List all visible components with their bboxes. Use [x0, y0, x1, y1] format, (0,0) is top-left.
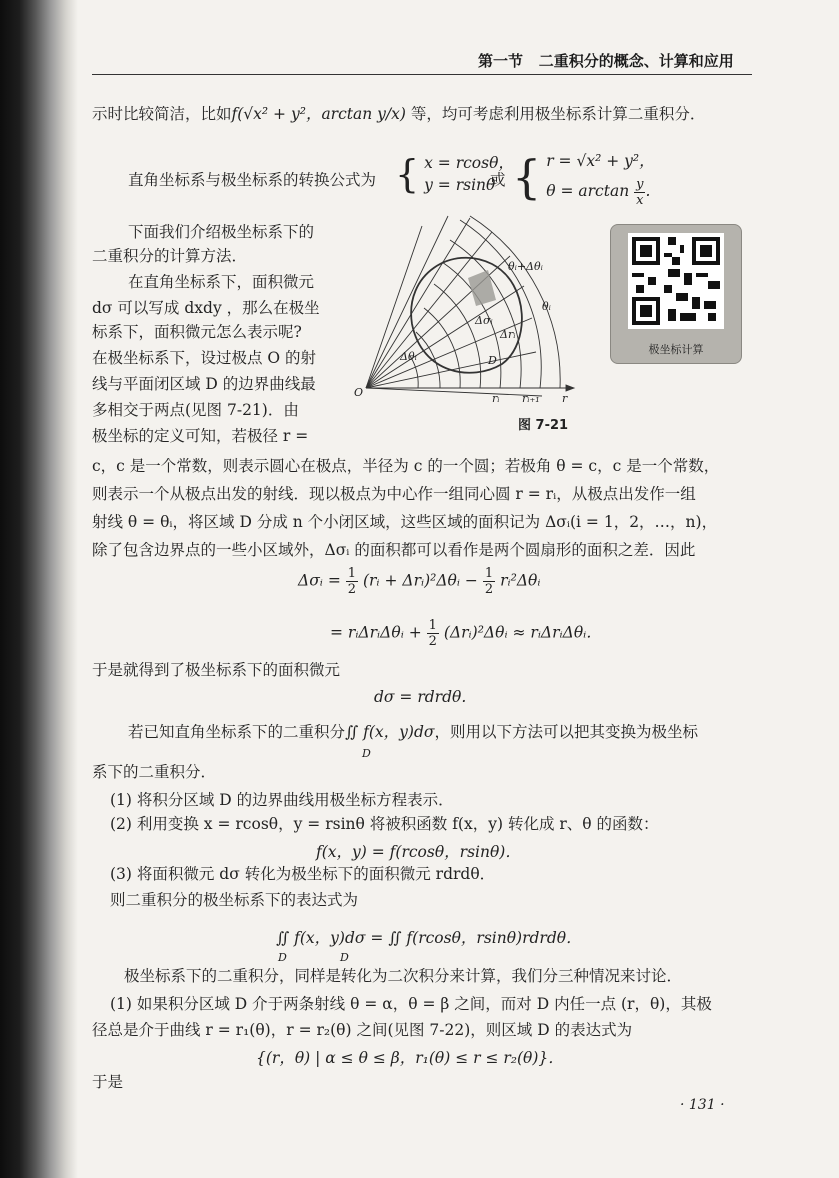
text-line-1: 示时比较简洁，比如f(√x² + y²，arctan y/x) 等，均可考虑利用极坐标系计算二重积分．: [92, 105, 706, 123]
integral-domain-3: D: [340, 951, 349, 964]
header-title: 二重积分的概念、计算和应用: [538, 52, 734, 70]
running-header: [478, 50, 734, 71]
qr-card[interactable]: [610, 224, 742, 364]
step-2: (2) 利用变换 x = rcosθ，y = rsinθ 将被积函数 f(x，y) 转化成 r、θ 的函数：: [110, 815, 659, 833]
header-section: 第一节: [478, 52, 524, 70]
svg-text:O: O: [354, 386, 364, 399]
svg-text:Δσᵢ: Δσᵢ: [475, 314, 493, 327]
svg-text:Δθᵢ: Δθᵢ: [400, 350, 417, 363]
text-p8: 多相交于两点(见图 7-21)．由: [92, 401, 299, 419]
inline-formula: f(√x² + y²，arctan y/x): [231, 105, 406, 123]
text-p13: 除了包含边界点的一些小区域外，Δσᵢ 的面积都可以看作是两个圆扇形的面积之差．因此: [92, 541, 696, 559]
area-element: [468, 270, 496, 306]
equation-5: ∬ f(x，y)dσ = ∬ f(rcosθ，rsinθ)rdrdθ．: [276, 929, 582, 947]
conversion-system-1: { x = rcosθ， y = rsinθ: [395, 152, 514, 196]
svg-text:Δrᵢ: Δrᵢ: [500, 328, 516, 341]
region-D-boundary: [411, 258, 522, 373]
text-p18: 极坐标系下的二重积分，同样是转化为二次积分来计算，我们分三种情况来讨论．: [124, 967, 683, 985]
text-p19: 于是: [92, 1073, 124, 1091]
equation-4: f(x，y) = f(rcosθ，rsinθ)．: [316, 843, 521, 861]
integral-domain: D: [362, 747, 371, 760]
svg-text:D: D: [488, 354, 497, 367]
conversion-intro: 直角坐标系与极坐标系的转换公式为: [128, 171, 377, 189]
text-p1: 下面我们介绍极坐标系下的: [128, 223, 315, 241]
step-1: (1) 将积分区域 D 的边界曲线用极坐标方程表示．: [110, 791, 454, 809]
conversion-or: 或: [490, 171, 506, 189]
svg-text:r: r: [562, 392, 568, 405]
text-p14: 于是就得到了极坐标系下的面积微元: [92, 661, 341, 679]
qr-code-icon[interactable]: [628, 233, 724, 329]
svg-text:θᵢ+Δθᵢ: θᵢ+Δθᵢ: [508, 260, 543, 273]
text-p12: 射线 θ = θᵢ，将区域 D 分成 n 个小闭区域，这些区域的面积记为 Δσᵢ(i = 1，2，…，n)，: [92, 513, 718, 531]
text-p2: 二重积分的计算方法．: [92, 247, 248, 265]
case-1-line-2: 径总是介于曲线 r = r₁(θ)，r = r₂(θ) 之间(见图 7-22)，则区域 D 的表达式为: [92, 1021, 633, 1039]
text-p6: 在极坐标系下，设过极点 O 的射: [92, 349, 317, 367]
svg-text:rᵢ: rᵢ: [492, 392, 500, 405]
text-p16: 系下的二重积分．: [92, 763, 217, 781]
text-p17: 则二重积分的极坐标系下的表达式为: [110, 891, 359, 909]
text-p4: dσ 可以写成 dxdy ，那么在极坐: [92, 299, 320, 317]
text-p10: c，c 是一个常数，则表示圆心在极点，半径为 c 的一个圆；若极角 θ = c，c 是一个常数，: [92, 457, 720, 475]
qr-caption: 极坐标计算: [648, 343, 704, 356]
text-p7: 线与平面闭区域 D 的边界曲线最: [92, 375, 316, 393]
case-1-line-1: (1) 如果积分区域 D 介于两条射线 θ = α，θ = β 之间，而对 D 内任一点 (r，θ)，其极: [110, 995, 712, 1013]
svg-text:θᵢ: θᵢ: [542, 300, 551, 313]
step-3: (3) 将面积微元 dσ 转化为极坐标下的面积微元 rdrdθ．: [110, 865, 496, 883]
equation-2: = rᵢΔrᵢΔθᵢ + $\frac{1}{2}$ (Δrᵢ)²Δθᵢ ≈ rᵢΔrᵢΔθᵢ．: [330, 618, 602, 649]
figure-caption: 图 7-21: [518, 418, 569, 433]
polar-grid-figure: [352, 214, 592, 414]
text-p5: 标系下，面积微元怎么表示呢?: [92, 323, 302, 341]
text-p15: 若已知直角坐标系下的二重积分∬ f(x，y)dσ，则用以下方法可以把其变换为极坐标: [128, 723, 698, 741]
integral-domain-2: D: [278, 951, 287, 964]
conversion-system-2: { r = √x² + y²， θ = arctan $\frac{y}{x}$ .: [512, 149, 655, 208]
text-p9: 极坐标的定义可知，若极径 r =: [92, 427, 309, 445]
page-number: · 131 ·: [680, 1097, 725, 1113]
equation-3: dσ = rdrdθ.: [374, 688, 467, 706]
equation-1: Δσᵢ = $\frac{1}{2}$ (rᵢ + Δrᵢ)²Δθᵢ − $\frac{1}{2}$ rᵢ²Δθᵢ: [298, 566, 541, 597]
header-rule: [92, 74, 752, 75]
svg-text:rᵢ₊₁: rᵢ₊₁: [522, 392, 540, 405]
text-p3: 在直角坐标系下，面积微元: [128, 273, 315, 291]
text-p11: 则表示一个从极点出发的射线．现以极点为中心作一组同心圆 r = rᵢ，从极点出发作一组: [92, 485, 696, 503]
equation-6: {(r，θ) | α ≤ θ ≤ β，r₁(θ) ≤ r ≤ r₂(θ)}．: [256, 1049, 564, 1067]
